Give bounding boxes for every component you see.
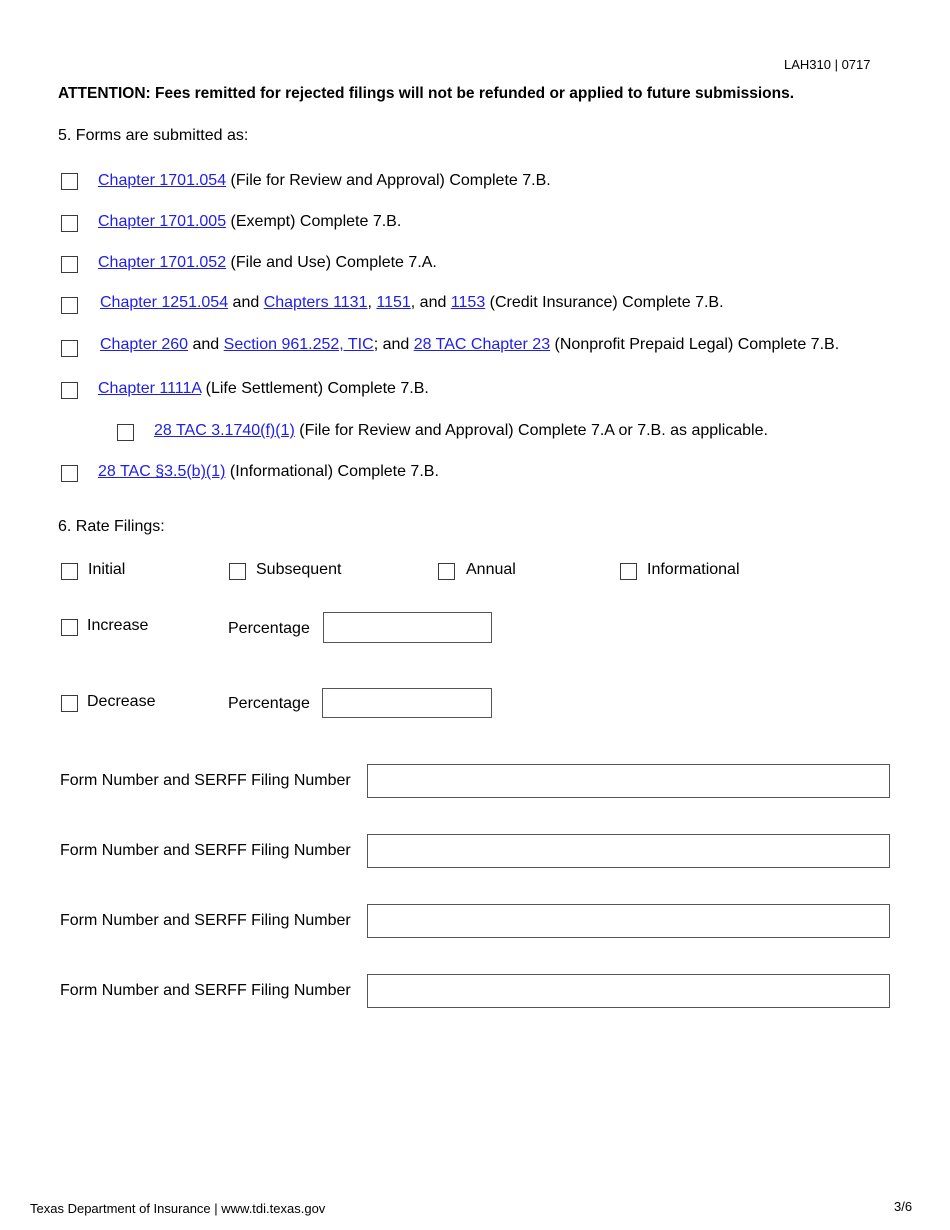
rate-type-checkbox-annual[interactable] (438, 563, 455, 580)
option-text: (Nonprofit Prepaid Legal) Complete 7.B. (550, 336, 840, 353)
submission-checkbox-3-5[interactable] (61, 465, 78, 482)
submission-checkbox-1701-005[interactable] (61, 215, 78, 232)
chapter-1701-054-link[interactable]: Chapter 1701.054 (98, 172, 227, 189)
increase-percentage-label: Percentage (228, 620, 310, 637)
footer-organization: Texas Department of Insurance | www.tdi.texas.gov (30, 1201, 326, 1216)
submission-option-1701-054 (98, 171, 551, 191)
rate-type-label-annual: Annual (466, 561, 516, 578)
chapter-1701-052-link[interactable]: Chapter 1701.052 (98, 254, 227, 271)
28-tac-3-5-link[interactable]: 28 TAC §3.5(b)(1) (98, 463, 226, 480)
chapter-260-link[interactable]: Chapter 260 (100, 336, 189, 353)
submission-option-1701-005 (98, 212, 401, 232)
section-6-heading: 6. Rate Filings: (58, 518, 165, 535)
chapters-1131-link[interactable]: Chapters 1131 (263, 294, 368, 311)
chapter-1701-005-link[interactable]: Chapter 1701.005 (98, 213, 227, 230)
serff-input-2[interactable] (367, 834, 890, 868)
submission-checkbox-1701-052[interactable] (61, 256, 78, 273)
form-code: LAH310 | 0717 (784, 57, 871, 72)
increase-label: Increase (87, 617, 149, 634)
decrease-checkbox[interactable] (61, 695, 78, 712)
rate-type-checkbox-informational[interactable] (620, 563, 637, 580)
rate-type-checkbox-initial[interactable] (61, 563, 78, 580)
attention-notice: ATTENTION: Fees remitted for rejected filings will not be refunded or applied to future submissions. (58, 85, 795, 102)
page-number: 3/6 (894, 1199, 913, 1214)
submission-option-1701-052 (98, 253, 437, 273)
chapter-1251-054-link[interactable]: Chapter 1251.054 (100, 294, 229, 311)
chapter-1151-link[interactable]: 1151 (376, 294, 411, 311)
submission-option-3-1740 (154, 421, 768, 441)
option-text: (File for Review and Approval) Complete 7.A or 7.B. as applicable. (294, 422, 768, 439)
serff-label-2: Form Number and SERFF Filing Number (60, 842, 351, 859)
option-text: (Informational) Complete 7.B. (225, 463, 439, 480)
submission-option-3-5 (98, 462, 439, 482)
28-tac-3-1740-link[interactable]: 28 TAC 3.1740(f)(1) (154, 422, 295, 439)
option-text: , and (410, 294, 451, 311)
28-tac-chapter-23-link[interactable]: 28 TAC Chapter 23 (413, 336, 551, 353)
submission-option-1111a (98, 379, 429, 399)
submission-option-credit-insurance (100, 293, 724, 313)
option-text: (File and Use) Complete 7.A. (226, 254, 437, 271)
decrease-label: Decrease (87, 693, 156, 710)
serff-label-1: Form Number and SERFF Filing Number (60, 772, 351, 789)
submission-checkbox-1701-054[interactable] (61, 173, 78, 190)
serff-input-3[interactable] (367, 904, 890, 938)
option-text: ; and (373, 336, 414, 353)
serff-label-3: Form Number and SERFF Filing Number (60, 912, 351, 929)
increase-percentage-input[interactable] (323, 612, 492, 643)
submission-checkbox-credit-insurance[interactable] (61, 297, 78, 314)
submission-checkbox-3-1740[interactable] (117, 424, 134, 441)
chapter-1153-link[interactable]: 1153 (450, 294, 486, 311)
rate-type-label-subsequent: Subsequent (256, 561, 342, 578)
option-text: (File for Review and Approval) Complete 7.B. (226, 172, 551, 189)
section-961-252-link[interactable]: Section 961.252, TIC (223, 336, 374, 353)
chapter-1111a-link[interactable]: Chapter 1111A (98, 380, 202, 397)
serff-input-4[interactable] (367, 974, 890, 1008)
increase-checkbox[interactable] (61, 619, 78, 636)
rate-type-checkbox-subsequent[interactable] (229, 563, 246, 580)
option-text: , (367, 294, 377, 311)
submission-option-prepaid-legal (100, 335, 839, 355)
decrease-percentage-input[interactable] (322, 688, 492, 718)
option-text: and (188, 336, 224, 353)
submission-checkbox-1111a[interactable] (61, 382, 78, 399)
rate-type-label-initial: Initial (88, 561, 126, 578)
option-text: (Credit Insurance) Complete 7.B. (485, 294, 724, 311)
decrease-percentage-label: Percentage (228, 695, 310, 712)
serff-input-1[interactable] (367, 764, 890, 798)
section-5-heading: 5. Forms are submitted as: (58, 127, 249, 144)
option-text: (Exempt) Complete 7.B. (226, 213, 402, 230)
submission-checkbox-prepaid-legal[interactable] (61, 340, 78, 357)
rate-type-label-informational: Informational (647, 561, 740, 578)
option-text: and (228, 294, 264, 311)
option-text: (Life Settlement) Complete 7.B. (201, 380, 429, 397)
serff-label-4: Form Number and SERFF Filing Number (60, 982, 351, 999)
